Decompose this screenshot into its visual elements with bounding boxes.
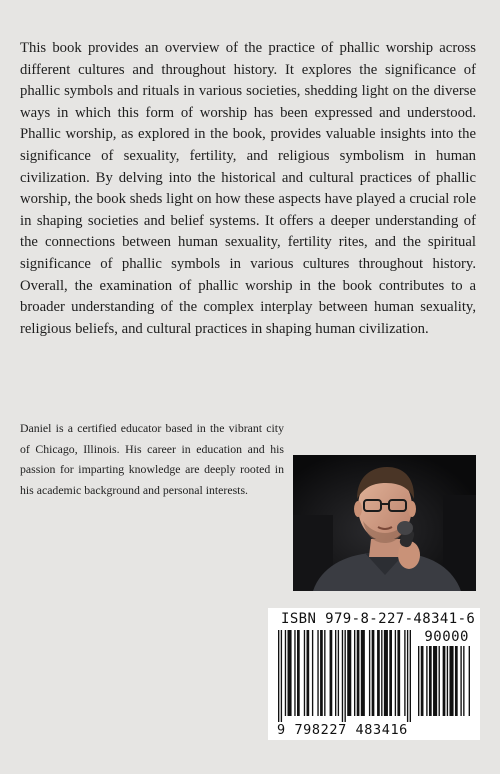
barcode-bar — [433, 646, 437, 716]
barcode-bar — [297, 630, 300, 716]
barcode-bar — [384, 630, 388, 716]
barcode-bar — [345, 630, 346, 722]
barcode-bar — [324, 630, 325, 716]
barcode-bar — [354, 630, 355, 716]
barcode-bar — [369, 630, 370, 716]
barcode-bar — [404, 630, 405, 716]
barcode-bar — [395, 630, 396, 716]
barcode-bar — [443, 646, 446, 716]
barcode-bar — [307, 630, 310, 716]
barcode-bar — [426, 646, 427, 716]
barcode-bar — [439, 646, 440, 716]
barcode-bar — [449, 646, 453, 716]
barcode-bar — [410, 630, 411, 722]
barcode-bar — [418, 646, 419, 716]
barcode-bar — [469, 646, 470, 716]
author-photo — [293, 455, 476, 591]
barcode-bar — [463, 646, 464, 716]
barcode-bar — [372, 630, 375, 716]
book-description: This book provides an overview of the practice of phallic worship across different cultures and throughout history. It explores the significance of phallic symbols and rituals in various societies, shedding light on the diverse ways in which this form of worship has been expressed and understood. Phallic worship, as explored in the book, provides valuable insights into the significance of sexuality, fertility, and religious symbolism in human civilization. By delving into the historical and cultural practices of phallic worship, the book sheds light on how these aspects have played a crucial role in shaping societies and belief systems. It offers a deeper understanding of the connections between human sexuality, fertility rites, and the spiritual significance of phallic symbols in various cultures throughout history. Overall, the examination of phallic worship in the book contributes to a broader understanding of the complex interplay between human sexuality, religious beliefs, and cultural practices in shaping human civilization. — [20, 40, 476, 337]
price-code: 90000 — [424, 629, 469, 645]
barcode-bar — [330, 630, 333, 716]
isbn-barcode-block — [268, 608, 480, 740]
author-bio: Daniel is a certified educator based in the vibrant city of Chicago, Illinois. His career in education and his passion for imparting knowledge are deeply rooted in his academic background and personal interests. — [20, 421, 284, 497]
addon-barcode — [418, 646, 470, 722]
barcode-bar — [312, 630, 313, 716]
barcode-bar — [455, 646, 458, 716]
isbn-label: ISBN 979-8-227-48341-6 — [281, 611, 476, 627]
barcode-bar — [304, 630, 305, 716]
barcode-bar — [320, 630, 323, 716]
barcode-bar — [342, 630, 343, 722]
barcode-bar — [447, 646, 448, 716]
barcode-bar — [317, 630, 318, 716]
ean-digits: 9 798227 483416 — [277, 722, 408, 738]
barcode-bar — [377, 630, 380, 716]
barcode-bar — [389, 630, 392, 716]
barcode-bar — [285, 630, 286, 716]
barcode-bar — [357, 630, 360, 716]
barcode-bar — [281, 630, 282, 722]
barcode-bar — [288, 630, 292, 716]
barcode-bar — [429, 646, 432, 716]
ean-barcode — [278, 630, 411, 722]
barcode-bar — [338, 630, 339, 716]
barcode-bar — [381, 630, 382, 716]
barcode-bar — [294, 630, 295, 716]
barcode-bar — [335, 630, 336, 716]
barcode-bar — [278, 630, 279, 722]
barcode-bar — [407, 630, 408, 722]
barcode-bar — [460, 646, 461, 716]
barcode-bar — [421, 646, 424, 716]
barcode-bar — [361, 630, 365, 716]
barcode-bar — [347, 630, 351, 716]
barcode-bar — [397, 630, 400, 716]
